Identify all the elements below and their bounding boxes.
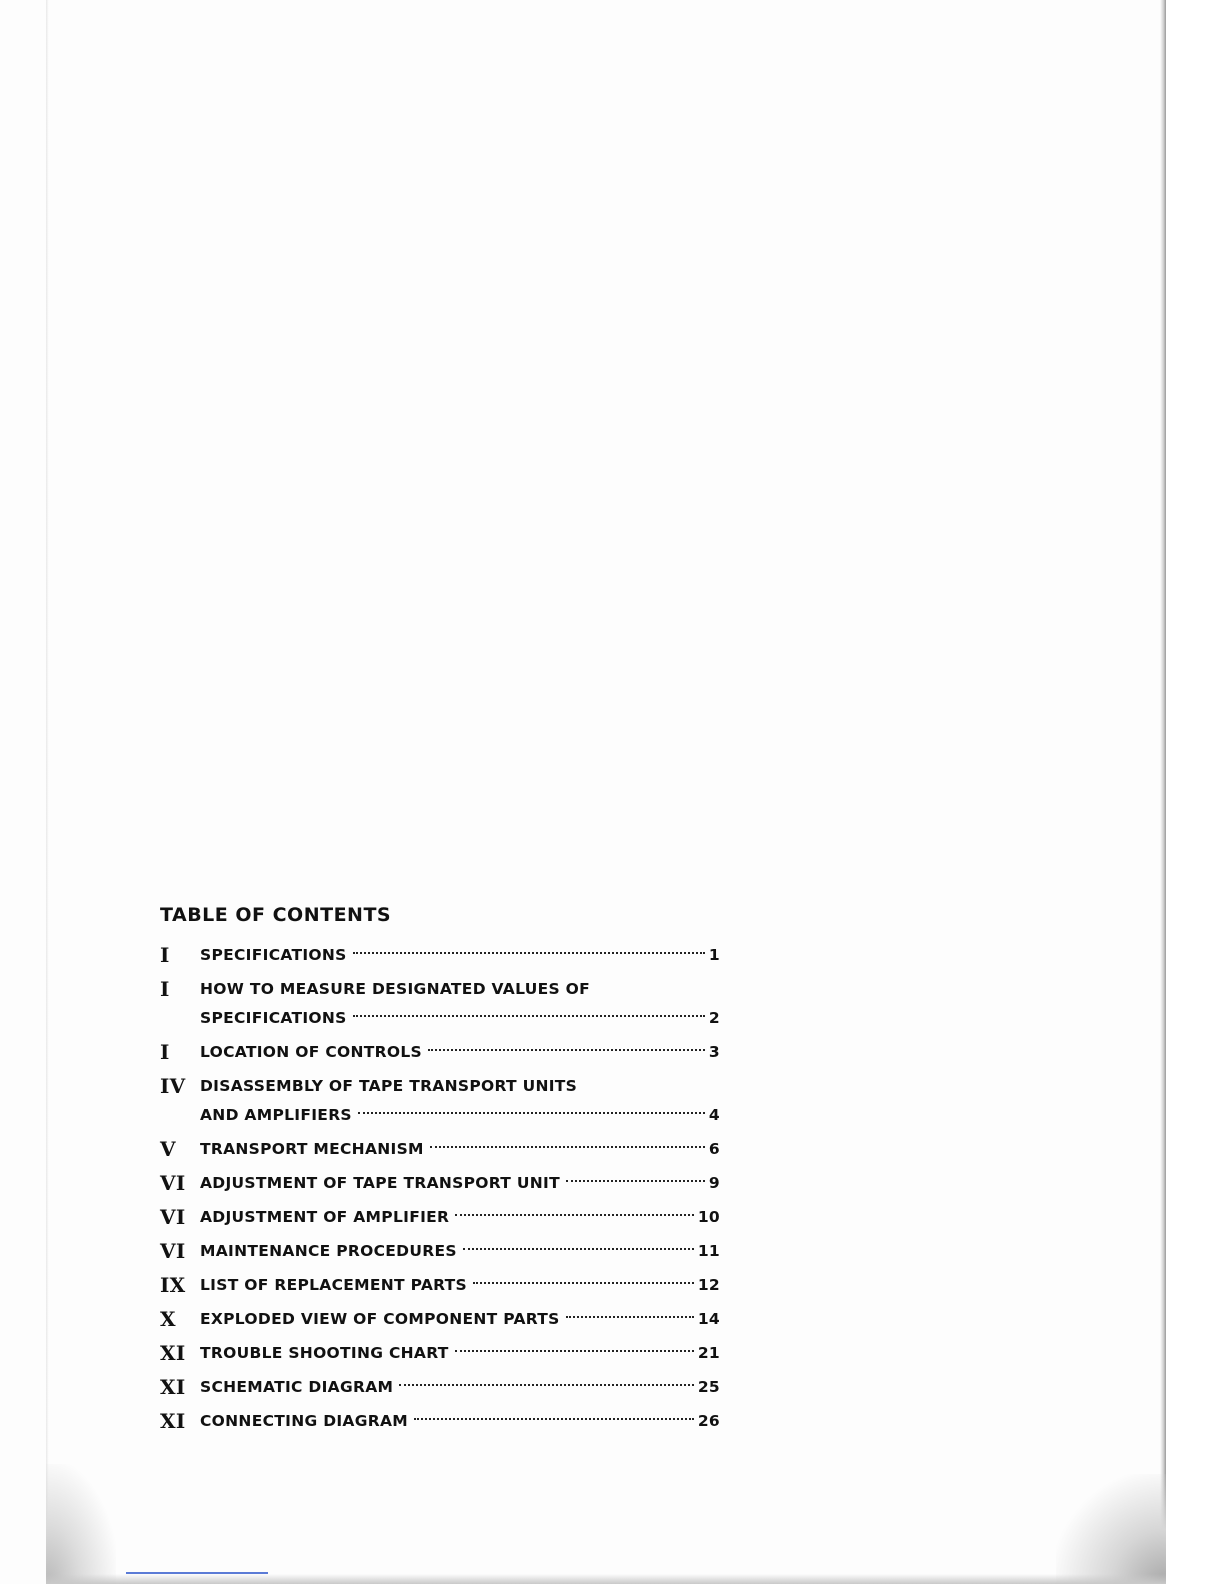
page-number: 25	[697, 1378, 720, 1396]
dot-leader	[428, 1049, 705, 1051]
right-margin	[1166, 0, 1224, 1584]
toc-entry-line	[200, 1075, 720, 1097]
toc-entry-line	[200, 1410, 720, 1432]
section-title: ADJUSTMENT OF AMPLIFIER	[200, 1208, 450, 1226]
section-numeral: V	[160, 1137, 176, 1161]
toc-entry-body	[200, 1041, 720, 1063]
section-numeral: VI	[160, 1205, 186, 1229]
section-title: ADJUSTMENT OF TAPE TRANSPORT UNIT	[200, 1174, 560, 1192]
toc-title: TABLE OF CONTENTS	[160, 904, 392, 926]
toc-entry-line	[200, 1007, 720, 1029]
toc-entry-line	[200, 1138, 720, 1160]
toc-entry-body	[200, 944, 720, 966]
toc-entry[interactable]	[160, 1206, 720, 1228]
bottom-page-edge	[46, 1574, 1166, 1584]
toc-entry-body	[200, 1308, 720, 1330]
toc-entry[interactable]	[160, 1172, 720, 1194]
toc-entry[interactable]	[160, 978, 720, 1029]
toc-entry[interactable]	[160, 1376, 720, 1398]
toc-entry[interactable]	[160, 1410, 720, 1432]
section-numeral: IX	[160, 1273, 186, 1297]
section-title: CONNECTING DIAGRAM	[200, 1412, 408, 1430]
dot-leader	[455, 1350, 694, 1352]
page-number: 12	[697, 1276, 720, 1294]
dot-leader	[473, 1282, 694, 1284]
toc-entry[interactable]	[160, 944, 720, 966]
toc-entry-line	[200, 1240, 720, 1262]
bottom-left-corner-shadow	[46, 1464, 116, 1584]
dot-leader	[358, 1112, 705, 1114]
section-title: MAINTENANCE PROCEDURES	[200, 1242, 457, 1260]
table-of-contents	[160, 904, 720, 1444]
toc-entry-body	[200, 1075, 720, 1126]
page-number: 26	[697, 1412, 720, 1430]
toc-entry-line	[200, 1104, 720, 1126]
page-number: 21	[697, 1344, 720, 1362]
section-numeral: I	[160, 977, 170, 1001]
dot-leader	[430, 1146, 705, 1148]
toc-entry-line	[200, 1308, 720, 1330]
section-numeral: X	[160, 1307, 176, 1331]
toc-entry[interactable]	[160, 1138, 720, 1160]
toc-entry[interactable]	[160, 1342, 720, 1364]
page-number: 2	[708, 1009, 720, 1027]
bottom-right-corner-shadow	[1056, 1474, 1166, 1584]
dot-leader	[399, 1384, 694, 1386]
toc-entry-line	[200, 1206, 720, 1228]
toc-entry-body	[200, 1240, 720, 1262]
section-title: DISASSEMBLY OF TAPE TRANSPORT UNITS	[200, 1077, 578, 1095]
section-title: SCHEMATIC DIAGRAM	[200, 1378, 394, 1396]
toc-entry-body	[200, 978, 720, 1029]
toc-entry-line	[200, 1342, 720, 1364]
section-numeral: XI	[160, 1375, 186, 1399]
dot-leader	[353, 952, 705, 954]
page-number: 10	[697, 1208, 720, 1226]
toc-entry-line	[200, 978, 720, 1000]
page-number: 4	[708, 1106, 720, 1124]
dot-leader	[566, 1316, 694, 1318]
toc-entry-body	[200, 1274, 720, 1296]
toc-entry-line	[200, 1041, 720, 1063]
bottom-underline-mark	[126, 1572, 268, 1574]
dot-leader	[463, 1248, 694, 1250]
section-title: TROUBLE SHOOTING CHART	[200, 1344, 449, 1362]
toc-entry[interactable]	[160, 1274, 720, 1296]
page-number: 3	[708, 1043, 720, 1061]
toc-entry-body	[200, 1172, 720, 1194]
section-numeral: I	[160, 943, 170, 967]
toc-entry-body	[200, 1206, 720, 1228]
page-number: 14	[697, 1310, 720, 1328]
toc-entry[interactable]	[160, 1075, 720, 1126]
toc-entry-line	[200, 944, 720, 966]
section-numeral: XI	[160, 1341, 186, 1365]
toc-entry-line	[200, 1274, 720, 1296]
toc-entry-line	[200, 1172, 720, 1194]
section-title: EXPLODED VIEW OF COMPONENT PARTS	[200, 1310, 560, 1328]
toc-entry-body	[200, 1138, 720, 1160]
section-title: SPECIFICATIONS	[200, 946, 347, 964]
section-title: AND AMPLIFIERS	[200, 1106, 352, 1124]
dot-leader	[353, 1015, 705, 1017]
toc-entry[interactable]	[160, 1308, 720, 1330]
page-number: 1	[708, 946, 720, 964]
section-title: HOW TO MEASURE DESIGNATED VALUES OF	[200, 980, 591, 998]
section-numeral: VI	[160, 1239, 186, 1263]
toc-entry[interactable]	[160, 1041, 720, 1063]
toc-entry[interactable]	[160, 1240, 720, 1262]
toc-entry-line	[200, 1376, 720, 1398]
toc-entry-body	[200, 1342, 720, 1364]
page-number: 9	[708, 1174, 720, 1192]
section-title: LOCATION OF CONTROLS	[200, 1043, 422, 1061]
dot-leader	[455, 1214, 694, 1216]
section-title: TRANSPORT MECHANISM	[200, 1140, 424, 1158]
section-title: LIST OF REPLACEMENT PARTS	[200, 1276, 468, 1294]
page-number: 11	[697, 1242, 720, 1260]
section-title: SPECIFICATIONS	[200, 1009, 347, 1027]
section-numeral: IV	[160, 1074, 186, 1098]
dot-leader	[566, 1180, 705, 1182]
toc-entry-body	[200, 1376, 720, 1398]
dot-leader	[414, 1418, 694, 1420]
section-numeral: XI	[160, 1409, 186, 1433]
toc-entry-body	[200, 1410, 720, 1432]
toc-list	[160, 944, 720, 1432]
section-numeral: VI	[160, 1171, 186, 1195]
left-page-edge	[46, 0, 49, 1584]
page-number: 6	[708, 1140, 720, 1158]
section-numeral: I	[160, 1040, 170, 1064]
